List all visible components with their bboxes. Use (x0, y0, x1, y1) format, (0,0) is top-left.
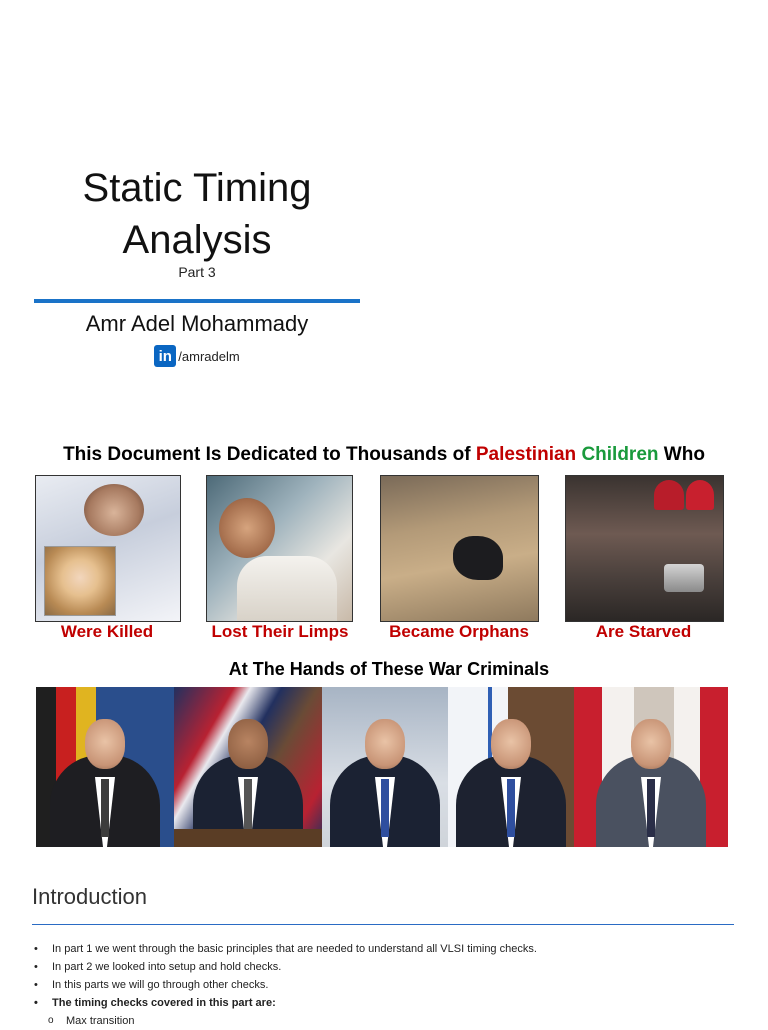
photo-injured-child (206, 475, 353, 622)
person-tie (381, 779, 389, 837)
introduction-divider (32, 924, 734, 925)
photo-face (84, 484, 144, 536)
photo-detail (686, 480, 714, 510)
document-title: Static Timing Analysis (82, 166, 312, 262)
desk (174, 829, 322, 847)
photo-detail (654, 480, 684, 510)
sub-list-item: o Max transition (34, 1012, 734, 1030)
photo-starving-children (565, 475, 724, 622)
list-item: • The timing checks covered in this part are: (34, 994, 734, 1012)
dedication-word-children: Children (581, 444, 659, 465)
caption-limbs: Lost Their Limps (211, 622, 349, 641)
caption-orphans: Became Orphans (389, 622, 529, 641)
person-head (491, 719, 531, 769)
war-criminals-heading: At The Hands of These War Criminals (228, 659, 550, 679)
leader-photo-2 (174, 687, 322, 847)
list-item: • In part 2 we looked into setup and hold checks. (34, 958, 734, 976)
list-item: • In this parts we will go through other checks. (34, 976, 734, 994)
caption-killed: Were Killed (60, 622, 154, 641)
part-label: Part 3 (178, 264, 216, 280)
leader-photo-1 (36, 687, 174, 847)
photo-face (219, 498, 275, 558)
dedication-prefix: This Document Is Dedicated to Thousands of (63, 444, 471, 465)
photo-inset-portrait (44, 546, 116, 616)
linkedin-handle[interactable]: /amradelm (178, 348, 240, 364)
caption-starved: Are Starved (595, 622, 692, 641)
title-divider (34, 299, 360, 303)
dedication-word-palestinian: Palestinian (475, 444, 577, 465)
leader-photo-5 (574, 687, 728, 847)
leader-photo-4 (448, 687, 574, 847)
photo-killed-children (35, 475, 181, 622)
introduction-heading: Introduction (32, 884, 147, 909)
photo-cloth (453, 536, 503, 580)
leader-photo-3 (322, 687, 448, 847)
dedication-suffix: Who (663, 444, 705, 465)
author-name: Amr Adel Mohammady (85, 311, 309, 336)
person-head (631, 719, 671, 769)
person-head (365, 719, 405, 769)
list-item: • In part 1 we went through the basic principles that are needed to understand all VLSI timing checks. (34, 940, 734, 958)
person-head (85, 719, 125, 769)
linkedin-icon: in (154, 345, 176, 367)
photo-pot (664, 564, 704, 592)
photo-body (237, 556, 337, 621)
person-tie (647, 779, 655, 837)
dedication-heading (0, 444, 768, 466)
leaders-photo-strip (36, 687, 728, 847)
photo-graves (380, 475, 539, 622)
person-tie (507, 779, 515, 837)
linkedin-link[interactable] (34, 345, 360, 367)
introduction-list (34, 940, 734, 1030)
person-tie (101, 779, 109, 837)
person-head (228, 719, 268, 769)
